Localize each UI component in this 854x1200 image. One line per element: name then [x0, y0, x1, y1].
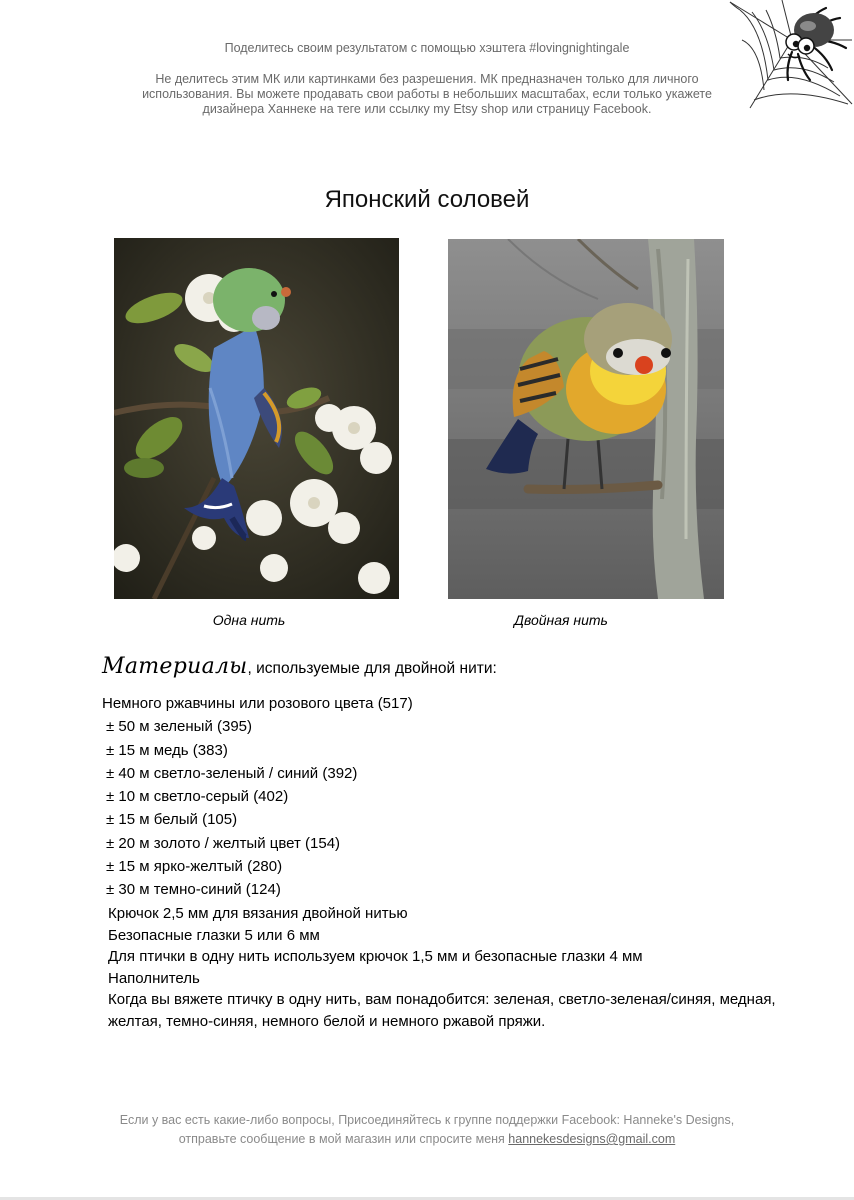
yarn-item: ± 20 м золото / желтый цвет (154) — [106, 834, 341, 852]
yarn-item: Немного ржавчины или розового цвета (517) — [102, 695, 413, 712]
extra-item: Наполнитель — [108, 969, 200, 987]
extra-materials-list — [108, 903, 808, 1033]
yarn-item: ± 40 м светло-зеленый / синий (392) — [106, 764, 358, 782]
yarn-item: ± 10 м светло-серый (402) — [106, 788, 289, 806]
extra-item: Для птички в одну нить используем крючок 1,5 мм и безопасные глазки 4 мм — [108, 948, 643, 966]
yarn-item: ± 50 м зеленый (395) — [106, 718, 253, 736]
yarn-item: ± 15 м ярко-желтый (280) — [106, 858, 283, 876]
copyright-notice-line: использования. Вы можете продавать свои работы в небольших масштабах, если только укажете — [142, 87, 712, 101]
footer — [0, 1111, 854, 1149]
page-title: Японский соловей — [324, 186, 530, 213]
yarn-item: ± 30 м темно-синий (124) — [106, 881, 281, 899]
footer-line — [0, 1130, 854, 1149]
extra-item: Когда вы вяжете птичку в одну нить, вам понадобится: зеленая, светло-зеленая/синяя, медная, желтая, темно-синяя, немного белой и немного ржавой пряжи. — [108, 991, 776, 1030]
spider-logo — [722, 0, 854, 112]
extra-item: Крючок 2,5 мм для вязания двойной нитью — [108, 905, 408, 922]
email-link[interactable]: hannekesdesigns@gmail.com — [508, 1132, 676, 1146]
footer-line-text: отправьте сообщение в мой магазин или спросите меня — [178, 1132, 509, 1146]
copyright-notice-line: Не делитесь этим МК или картинками без разрешения. МК предназначен только для личного — [155, 72, 699, 86]
yarn-list — [102, 692, 802, 902]
photo-double-thread-bird — [448, 239, 724, 599]
materials-heading-script: Материалы — [102, 654, 248, 679]
yarn-item: ± 15 м белый (105) — [106, 811, 238, 829]
extra-item: Безопасные глазки 5 или 6 мм — [108, 926, 320, 944]
yarn-item: ± 15 м медь (383) — [106, 741, 228, 759]
photo-single-thread-bird — [114, 238, 399, 599]
caption-double-thread: Двойная нить — [514, 612, 608, 628]
materials-heading-rest: , используемые для двойной нити: — [247, 660, 497, 677]
materials-heading — [102, 654, 497, 679]
caption-single-thread: Одна нить — [212, 612, 286, 628]
footer-line: Если у вас есть какие-либо вопросы, Присоединяйтесь к группе поддержки Facebook: Hanneke's Designs, — [119, 1113, 735, 1127]
copyright-notice-line: дизайнера Ханнеке на теге или ссылку my Etsy shop или страницу Facebook. — [202, 102, 652, 116]
hashtag-note: Поделитесь своим результатом с помощью хэштега #lovingnightingale — [224, 41, 630, 55]
